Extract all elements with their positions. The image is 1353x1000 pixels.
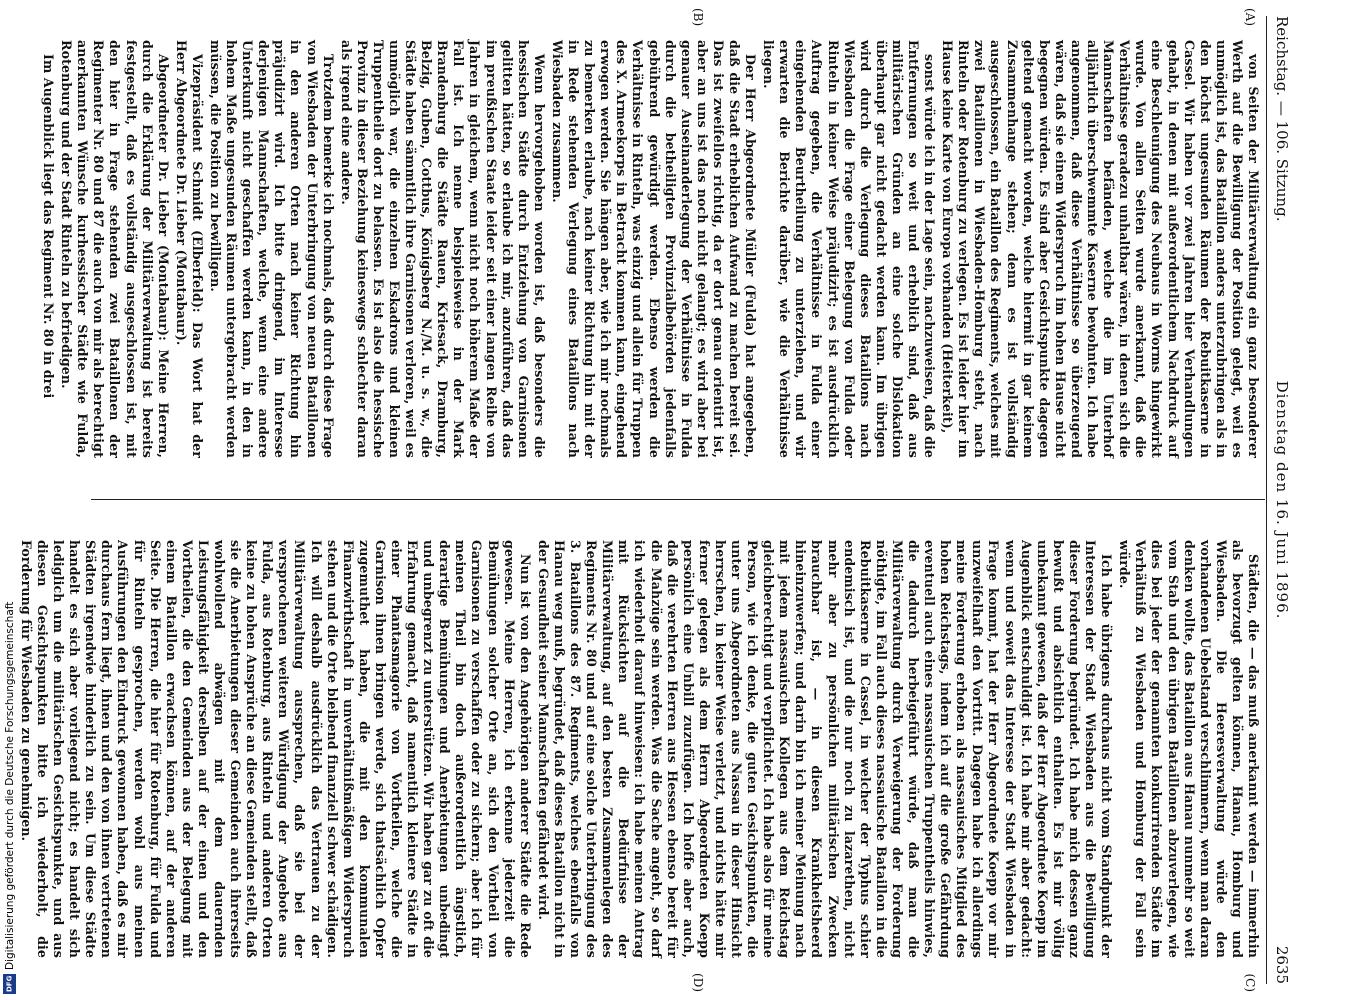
paragraph: Vizepräsident Schmidt (Elberfeld): Das Wort hat der Herr Abgeordnete Dr. Lieber (Montabaur). bbox=[173, 40, 205, 458]
margin-marker-c: (C) bbox=[1243, 973, 1257, 992]
credit-text: Digitalisierung gefördert durch die Deutsche Forschungsgemeinschaft bbox=[4, 601, 16, 970]
paragraph: Wenn hervorgehoben worden ist, daß besonders die hessischen Städte durch Entziehung von Garnisonen gelitten hätten, so erlaube ich mir, anzuführen, daß das im preußischen Staate leider seit einer langen Reihe von Jahren in gleichem, wenn nicht noch höherem Maße der Fall ist. Ich nenne beispielsweise in der Mark Brandenburg die Städte Rauen, Kriesack, Dramburg, Belzig, Guben, Cottbus, Königsberg N./M. u. s. w., die Städte haben sämmtlich ihre Garnisonen verloren, weil es unmöglich war, die einzelnen Eskadrons und kleinen Truppentheile dort zu belassen. Es ist also die hessische Provinz in dieser Beziehung keineswegs schlechter daran als irgend eine andere. bbox=[338, 40, 547, 458]
header-page-number: 2635 bbox=[1273, 945, 1291, 984]
left-text-column bbox=[41, 40, 1261, 458]
paragraph: Ich habe übrigens durchaus nicht vom Standpunkt der Interessen der Stadt Wiesbaden aus die Bewilligung dieser Forderung begründet. Ich habe mich dessen ganz bewußt und absichtlich enthalten. Es ist mir völlig unbekannt gewesen, daß der Herr Abgeordnete Koepp im Augenblick entschuldigt ist. Ich habe mir aber gedacht: wenn und soweit das Interesse der Stadt Wiesbaden in Frage kommt, hat der Herr Abgeordnete Koepp vor mir unzweifelhaft den Vortritt. Dagegen habe ich allerdings meine Forderung erhoben als nassauisches Mitglied des hohen Reichstags, indem ich auf die große Gefährdung eventuell auch eines nassauischen Truppentheils hinwies, die dadurch herbeigeführt würde, daß man die Militärverwaltung durch Verweigerung der Forderung nöthigte, im Fall auch dieses nassauische Bataillon in die Rebuitkaserne in Cassel, in welcher der Typhus schier endemisch ist, und die nur noch zu lazarethen, nicht mehr aber zu persönlichen militärischen Zwecken brauchbar ist, — in diesen Krankheitsheerd hineinzuwerfen; und darin bin ich meiner Meinung nach mit jedem nassauischen Kollegen aus dem Reichstag gleichberechtigt und verpflichtet. Ich habe also für meine Person, wie ich denke, die guten Gesichtspunkten, die unter uns Abgeordneten aus Nassau in dieser Hinsicht herrschen, in keiner Weise verletzt, und nichts hätte mir ferner gelegen als dem Herrn Abgeordneten Koepp persönlich eine Unbill zuzufügen. Ich hoffe aber auch, daß die verehrten Herren aus Hessen ebenso bereit für die Mahzüge sein werden. Was die Sache angeht, so darf ich wiederholt darauf hinweisen: ich habe meinen Antrag mit Rücksichten auf die Bedürfnisse der Militärverwaltung, auf den besten Zusammenlegen des Regiments Nr. 80 und auf eine solche Unterbringung des 3. Bataillons des 87. Regiments, welches ebenfalls von Hanau weg muß, begründet, daß dieses Bataillon nicht in der Gesundheit seiner Mannschaften gefährdet wird. bbox=[535, 540, 1115, 958]
dfg-logo: DFG bbox=[3, 974, 16, 994]
paragraph: sonst würde ich in der Lage sein, nachzuweisen, daß die Entfernungen so weit und erheblich sind, daß aus militärischen Gründen an eine solche Dislokation überhaupt gar nicht gedacht werden kann. Im übrigen wird durch die Verlegung dieses Bataillons nach Wiesbaden die Frage einer Belegung von Fulda oder Rinteln in keiner Weise präjudizirt; es ist ausdrücklich Auftrag gegeben, die Verhältnisse in Fulda einer eingehenden Beurtheilung zu unterziehen, und wir erwarten die Berichte darüber, wie die Verhältnisse liegen. bbox=[761, 40, 938, 458]
digitization-credit bbox=[2, 6, 18, 996]
right-text-column bbox=[18, 540, 1261, 958]
margin-marker-b: (B) bbox=[691, 8, 705, 27]
paragraph: Der Herr Abgeordnete Müller (Fulda) hat angegeben, daß die Stadt erheblichen Aufwand zu machen bereit sei. Das ist zweifellos richtig, da er dort genau orientirt ist, aber an uns ist das noch nicht gelangt; es wird aber bei genauer Auseinanderlegung der Verhältnisse in Fulda durch die betheiligten Provinzialbehörden jedenfalls gebührend gewürdigt werden. Ebenso werden die Verhältnisse in Rinteln, was einzig und allein für Truppen des X. Armeekorps in Betracht kommen kann, eingehend erwogen werden. Sie hängen aber, wie ich mir nochmals zu bemerken erlaube, nach keiner Richtung hin mit der in Rede stehenden Verlegung eines Bataillons nach Wiesbaden zusammen. bbox=[549, 40, 759, 458]
column-divider bbox=[91, 499, 1265, 500]
paragraph: Trotzdem bemerke ich nochmals, daß durch diese Frage von Wiesbaden der Unterbringung von neuen Bataillonen in den anderen Orten nach keiner Richtung hin präjudizirt wird. Ich bitte dringend, im Interesse derjenigen Mannschaften, welche, wenn eine andere Unterkunft nicht geschaffen werden kann, in den in hohem Maße ungesunden Räumen untergebracht werden müssen, die Position zu bewilligen. bbox=[208, 40, 336, 458]
header-date: Dienstag den 16. Juni 1896. bbox=[1273, 380, 1291, 620]
paragraph: Nun ist von den Angehörigen anderer Städte die Rede gewesen. Meine Herren, ich erkenne jederzeit die Bemühungen solcher Orte an, sich den Vortheil von Garnisonen zu verschaffen oder zu sichern; aber ich für meinen Theil bin doch außerordentlich ängstlich, derartige Bemühungen und Anerbietungen unbedingt und unbegrenzt zu unterstützen. Wir haben gar zu oft die Erfahrung gemacht, daß namentlich kleinere Städte in einer Phantasmagorie von Vortheilen, welche die Garnison ihnen bringen werde, sich thatsächlich Opfer zugemuthet haben, die mit den kommunalen Finanzwirthschaft in unverhältnißmäßigem Widerspruch stehen und die Orte bleibend finanziell schwer schädigen. Ich will deshalb ausdrücklich das Vertrauen zu der Militärverwaltung aussprechen, daß sie bei der versprochenen weiteren Würdigung der Angebote aus Fulda, aus Rotenburg, aus Rinteln und anderen Orten keine zu hohen Ansprüche an diese Gemeinden stellt, daß sie die Anerbietungen dieser Gemeinden auch ihrerseits wohlwollend abwägen mit dem dauernden Leistungsfähigkeit derselben auf der einen und den Vortheilen, die den Gemeinden aus der Belegung mit einem Bataillon erwachsen können, auf der anderen Seite. Die Herren, die hier für Rotenburg, für Fulda und für Rinteln gesprochen, werden wohl aus meinen Ausführungen den Eindruck gewonnen haben, daß es mir durchaus fern liegt, ihnen und den von ihnen vertretenen Städten irgendwie hinderlich zu sein. Um diese Städte handelt es sich aber vorliegend nicht; es handelt sich lediglich um die militärischen Gesichtspunkte, und aus diesen Gesichtspunkten bitte ich wiederholt, die Forderung für Wiesbaden zu genehmigen. bbox=[18, 540, 533, 958]
header-session: Reichstag. — 106. Sitzung. bbox=[1273, 16, 1291, 222]
paragraph: Im Augenblick liegt das Regiment Nr. 80 in drei bbox=[41, 54, 57, 399]
paragraph: Städten, die — das muß anerkannt werden — immerhin als bevorzugt gelten können, Hanau, Homburg und Wiesbaden. Die Heeresverwaltung würde den vorhandenen Uebelstand verschlimmern, wenn man daran denken wollte, das Bataillon aus Hanau nunmehr so weit vom Stab und den übrigen Bataillonen abzuverlegen, wie dies bei jeder der genannten konkurrirenden Städte im Verhältniß zu Wiesbaden und Homburg der Fall sein würde. bbox=[1117, 540, 1261, 958]
paragraph: von Seiten der Militärverwaltung ein ganz besonderer Werth auf die Bewilligung der Position gelegt, weil es unmöglich ist, das Bataillon anders unterzubringen als in den höchst ungesunden Räumen der Rebuitkaserne in Cassel. Wir haben vor zwei Jahren hier Verhandlungen gehabt, in denen mit außerordentlichem Nachdruck auf eine Beschleunigung des Neubaus in Worms hingewirkt wurde. Von allen Seiten wurde anerkannt, daß die Verhältnisse geradezu unhaltbar wären, in denen sich die Mannschaften befänden, welche die im Unterhof alljährlich überschwemmte Kaserne bewohnten. Ich habe angenommen, daß diese Verhältnisse so überzeugend wären, daß sie einem Widerspruch im hohen Hause nicht begegnen würden. Es sind aber Gesichtspunkte dagegen geltend gemacht worden, welche hiermit in gar keinem Zusammenhange stehen; denn es ist vollständig ausgeschlossen, ein Bataillon des Regiments, welches mit zwei Bataillonen in Wiesbaden-Homburg steht, nach Rinteln oder Rotenburg zu verlegen. Es ist leider hier im Hause keine Karte von Europa vorhanden (Heiterkeit), bbox=[940, 40, 1261, 458]
margin-marker-a: (A) bbox=[1243, 8, 1257, 27]
margin-marker-d: (D) bbox=[691, 973, 705, 992]
paragraph: Abgeordneter Dr. Lieber (Montabaur): Meine Herren, durch die Erklärung der Militärverwaltung ist bereits festgestellt, daß es vollständig ausgeschlossen ist, mit den hier in Frage stehenden zwei Bataillonen der Regimenter Nr. 80 und 87 die auch von mir als berechtigt anerkannten Wünsche kurhessischer Städte wie Fulda, Rotenburg und der Stadt Rinteln zu befriedigen. bbox=[59, 40, 171, 458]
page-header bbox=[1266, 16, 1297, 984]
newspaper-page bbox=[18, 0, 1305, 1000]
